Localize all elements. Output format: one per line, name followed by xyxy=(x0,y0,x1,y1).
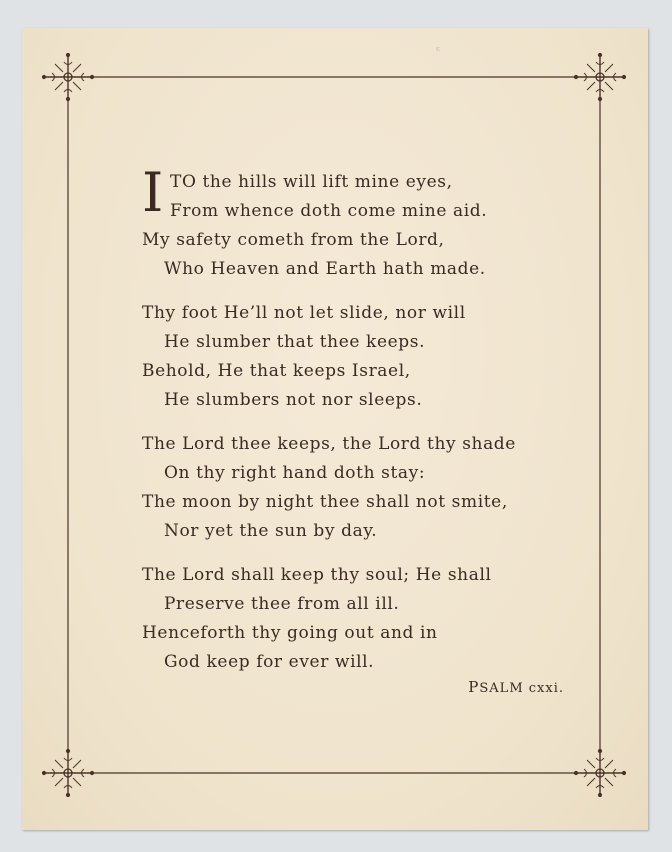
poem-line: I TO the hills will lift mine eyes, xyxy=(142,161,453,224)
poem-line: He slumbers not nor sleeps. xyxy=(164,390,423,410)
poem-line: Henceforth thy going out and in xyxy=(142,623,438,643)
stanza-1 xyxy=(142,161,562,284)
poem-line: The moon by night thee shall not smite, xyxy=(142,492,508,512)
poem-line: Preserve thee from all ill. xyxy=(164,594,400,614)
poem-line: God keep for ever will. xyxy=(164,652,375,672)
stanza-2 xyxy=(142,299,562,415)
poem-line: The Lord thee keeps, the Lord thy shade xyxy=(142,434,516,454)
drop-cap: I xyxy=(142,161,164,224)
margin-mark: ᵋ xyxy=(436,44,441,59)
poem-line: Behold, He that keeps Israel, xyxy=(142,361,411,381)
poem xyxy=(142,161,562,692)
poem-line: From whence doth come mine aid. xyxy=(170,201,488,221)
poem-line: Who Heaven and Earth hath made. xyxy=(164,259,486,279)
poem-line: My safety cometh from the Lord, xyxy=(142,230,445,250)
poem-line: Thy foot He’ll not let slide, nor will xyxy=(142,303,466,323)
poem-line: He slumber that thee keeps. xyxy=(164,332,426,352)
poem-line: Nor yet the sun by day. xyxy=(164,521,378,541)
attribution: PSALM cxxi. xyxy=(468,678,564,696)
poem-line: The Lord shall keep thy soul; He shall xyxy=(142,565,492,585)
poem-line: On thy right hand doth stay: xyxy=(164,463,426,483)
stanza-3 xyxy=(142,430,562,546)
stanza-4 xyxy=(142,561,562,677)
